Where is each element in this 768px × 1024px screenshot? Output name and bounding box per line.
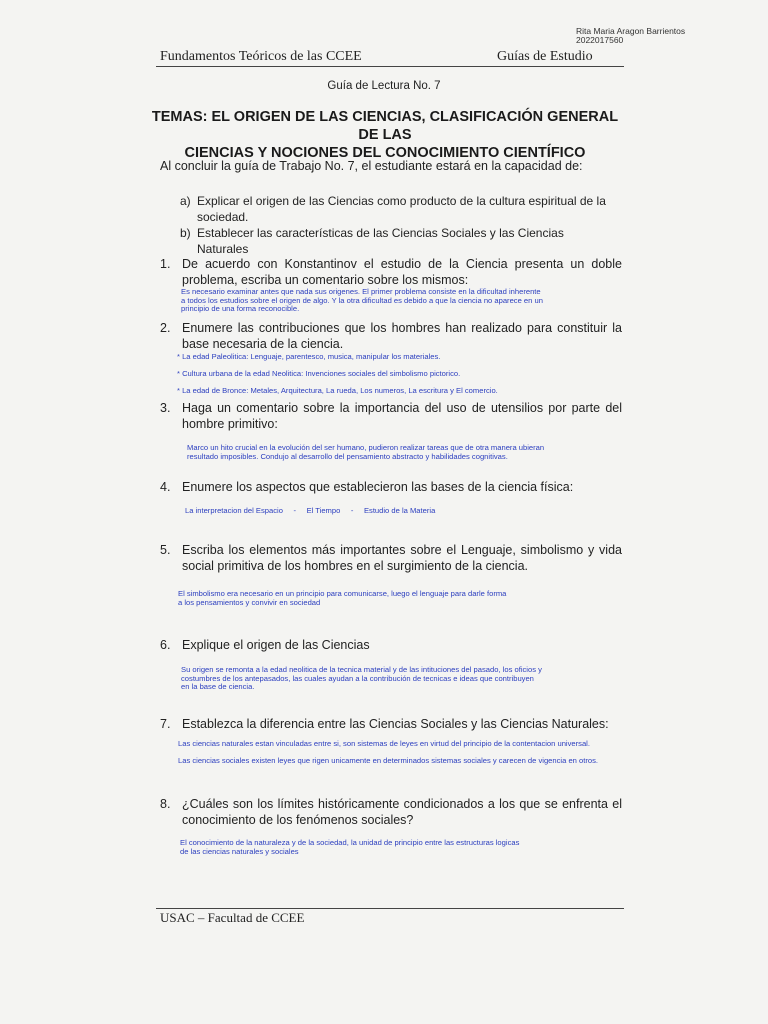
question-item	[160, 542, 622, 574]
answer-line: * La edad de Bronce: Metales, Arquitectura, La rueda, Los numeros, La escritura y El comercio.	[177, 386, 498, 395]
page-title	[150, 108, 620, 162]
question-text: Escriba los elementos más importantes sobre el Lenguaje, simbolismo y vida social primitiva de los hombres en el surgimiento de la ciencia.	[182, 543, 622, 573]
answer-line: * La edad Paleolitica: Lenguaje, parentesco, musica, manipular los materiales.	[177, 352, 441, 361]
answer-line: costumbres de los antepasados, las cuales ayudan a la contribución de tecnicas e ideas que contribuyen	[181, 673, 534, 683]
title-line-1: TEMAS: EL ORIGEN DE LAS CIENCIAS, CLASIFICACIÓN GENERAL DE LAS	[151, 109, 619, 143]
question-number: 3.	[160, 401, 171, 415]
question-number: 1.	[160, 257, 171, 271]
question-text: Haga un comentario sobre la importancia del uso de utensilios por parte del hombre primitivo:	[182, 401, 622, 431]
question-text: ¿Cuáles son los límites históricamente condicionados a los que se enfrenta el conocimiento de los fenómenos sociales?	[182, 797, 622, 827]
answer-line: Es necesario examinar antes que nada sus origenes. El primer problema consiste en la dificultad inherente	[181, 287, 541, 296]
answer-line: resultado imposibles. Condujo al desarrollo del pensamiento abstracto y habilidades cognitivas.	[187, 451, 508, 461]
header-divider	[156, 66, 624, 67]
student-name: Rita Maria Aragon Barrientos	[576, 26, 686, 36]
question-item	[160, 479, 622, 495]
question-text: Enumere los aspectos que establecieron las bases de la ciencia física:	[182, 480, 574, 494]
question-number: 5.	[160, 543, 171, 557]
question-number: 7.	[160, 717, 171, 731]
answer-line: principio de una forma reconocible.	[181, 304, 300, 314]
question-text: Establezca la diferencia entre las Ciencias Sociales y las Ciencias Naturales:	[182, 717, 609, 731]
answer-line: en la base de ciencia.	[181, 682, 255, 692]
answer-text	[180, 839, 519, 856]
answer-text	[181, 666, 542, 692]
answer-line: La interpretacion del Espacio - El Tiempo - Estudio de la Materia	[185, 506, 436, 515]
question-number: 8.	[160, 797, 171, 811]
question-text: De acuerdo con Konstantinov el estudio de la Ciencia presenta un doble problema, escriba un comentario sobre los mismos:	[182, 257, 622, 287]
intro-text: Al concluir la guía de Trabajo No. 7, el estudiante estará en la capacidad de:	[160, 159, 583, 173]
question-number: 6.	[160, 638, 171, 652]
answer-line: a los pensamientos y convivir en sociedad	[178, 597, 321, 607]
question-text: Explique el origen de las Ciencias	[182, 638, 370, 652]
answer-line: Las ciencias sociales existen leyes que rigen unicamente en determinados sistemas sociales y carecen de vigencia en otros.	[178, 756, 598, 765]
answer-line: El simbolismo era necesario en un principio para comunicarse, luego el lenguaje para darle forma	[178, 589, 507, 598]
header-section: Guías de Estudio	[497, 49, 593, 64]
answer-line: Su origen se remonta a la edad neolitica de la tecnica material y de las intituciones del pasado, los oficios y	[181, 665, 542, 674]
header-course: Fundamentos Teóricos de las CCEE	[160, 49, 362, 64]
objective-label: b)	[180, 226, 191, 240]
objective-item	[180, 193, 610, 225]
answer-line: Marco un hito crucial en la evolución del ser humano, pudieron realizar tareas que de otra manera ubieran	[187, 443, 545, 452]
question-number: 4.	[160, 480, 171, 494]
answer-line: * Cultura urbana de la edad Neolitica: Invenciones sociales del simbolismo pictorico.	[177, 369, 461, 378]
question-item	[160, 637, 622, 653]
objective-text: Establecer las características de las Ciencias Sociales y las Ciencias Naturales	[197, 226, 564, 256]
question-number: 2.	[160, 321, 171, 335]
footer-divider	[156, 908, 624, 909]
question-item	[160, 400, 622, 432]
objective-label: a)	[180, 194, 191, 208]
answer-line: de las ciencias naturales y sociales	[180, 846, 299, 856]
guide-number: Guía de Lectura No. 7	[327, 80, 441, 92]
footer-text: USAC – Facultad de CCEE	[160, 910, 305, 925]
question-item	[160, 796, 622, 828]
answer-text	[187, 444, 544, 461]
answer-line: a todos los estudios sobre el origen de algo. Y la otra dificultad es debido a que la ciencia no aparece en un	[181, 295, 543, 305]
question-item	[160, 256, 622, 288]
answer-text	[181, 288, 543, 314]
objective-item	[180, 225, 610, 257]
objective-text: Explicar el origen de las Ciencias como producto de la cultura espiritual de la sociedad.	[197, 194, 606, 224]
answer-text	[178, 590, 506, 607]
question-item	[160, 320, 622, 352]
answer-line: El conocimiento de la naturaleza y de la sociedad, la unidad de principio entre las estructuras logicas	[180, 838, 520, 847]
question-item	[160, 716, 622, 732]
question-text: Enumere las contribuciones que los hombres han realizado para constituir la base necesaria de la ciencia.	[182, 321, 622, 351]
answer-line: Las ciencias naturales estan vinculadas entre si, son sistemas de leyes en virtud del principio de la contentacion universal.	[178, 739, 590, 748]
student-info	[576, 27, 696, 45]
student-id: 2022017560	[576, 35, 624, 45]
title-line-2: CIENCIAS Y NOCIONES DEL CONOCIMIENTO CIENTÍFICO	[184, 145, 586, 161]
